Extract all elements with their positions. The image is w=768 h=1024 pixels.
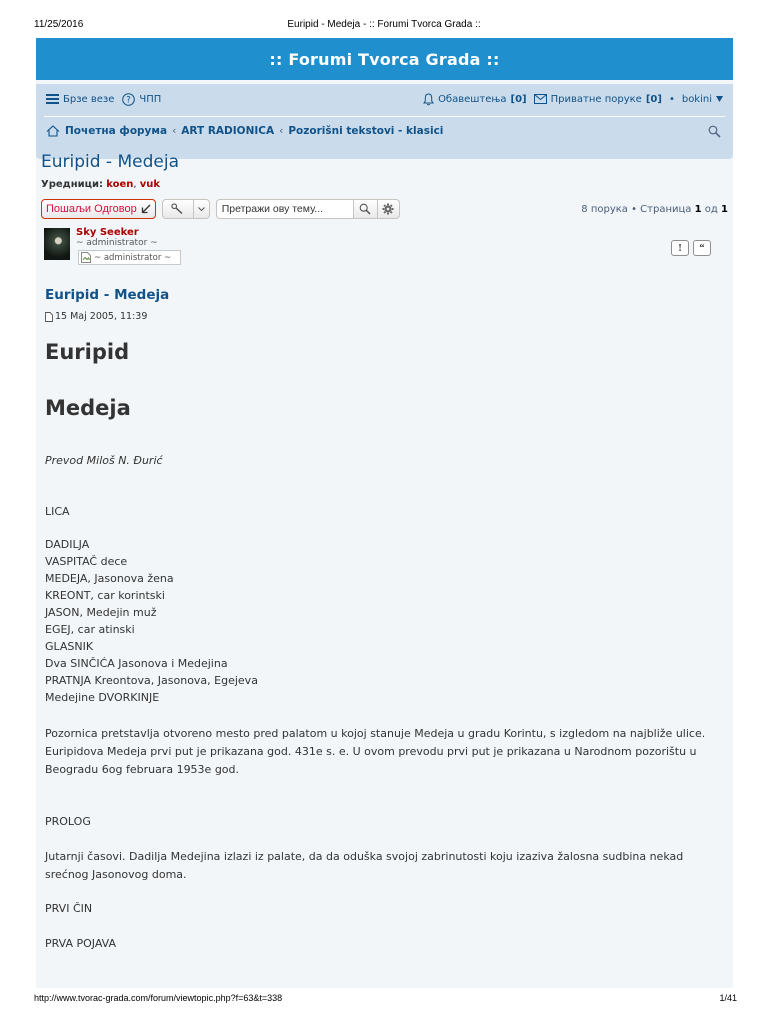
scene-description: Pozornica pretstavlja otvoreno mesto pred palatom u kojoj stanuje Medeja u gradu Korintu, s izgledom na najbliže ulice. Euripidova Medeja prvi put je prikazana god. 431e s. e. U ovom prevodu prvi put je prikazana u Narodnom pozorištu u Beogradu 6og februara 1953e god. bbox=[45, 727, 706, 776]
translator-line: Prevod Miloš N. Đurić bbox=[45, 454, 163, 467]
section-act: PRVI ČIN bbox=[45, 902, 93, 915]
wrench-icon[interactable] bbox=[163, 200, 193, 218]
post-reply-button[interactable] bbox=[41, 199, 156, 219]
pagination bbox=[581, 204, 728, 215]
list-item: VASPITAČ dece bbox=[45, 555, 128, 568]
breadcrumb-art-radionica[interactable]: ART RADIONICA bbox=[181, 125, 275, 137]
topic-search-input[interactable]: Претражи ову тему... bbox=[216, 199, 354, 219]
report-button[interactable]: ! bbox=[671, 240, 689, 256]
breadcrumb-pozorisni-tekstovi[interactable]: Pozorišni tekstovi - klasici bbox=[288, 125, 444, 137]
print-footer bbox=[0, 992, 768, 1012]
nav-row-top bbox=[36, 84, 733, 114]
post-meta bbox=[45, 311, 147, 322]
private-messages-count[interactable]: [0] bbox=[645, 93, 662, 105]
current-page[interactable]: 1 bbox=[694, 203, 702, 215]
author-rank: ~ administrator ~ bbox=[76, 238, 158, 248]
caret-down-icon[interactable] bbox=[716, 96, 723, 102]
rank-image-alt: ~ administrator ~ bbox=[94, 252, 172, 263]
reply-arrow-icon bbox=[141, 204, 151, 214]
list-item: Dva SINČIĆA Jasonova i Medejina bbox=[45, 657, 228, 670]
site-banner[interactable] bbox=[36, 38, 733, 80]
hamburger-menu-icon[interactable] bbox=[46, 94, 59, 104]
print-date: 11/25/2016 bbox=[34, 19, 84, 30]
nav-divider bbox=[44, 116, 725, 117]
avatar[interactable] bbox=[44, 228, 70, 260]
bell-icon[interactable] bbox=[423, 93, 434, 106]
quote-button[interactable]: “ bbox=[693, 240, 711, 256]
breadcrumb-home[interactable]: Почетна форума bbox=[65, 125, 168, 137]
quick-links-link[interactable]: Брзе везе bbox=[63, 93, 115, 105]
rank-image bbox=[78, 250, 181, 265]
list-item: MEDEJA, Jasonova žena bbox=[45, 572, 174, 585]
home-icon[interactable] bbox=[46, 125, 60, 137]
navbar bbox=[36, 84, 733, 159]
post-reply-label: Пошаљи Одговор bbox=[46, 203, 137, 215]
post-content bbox=[45, 324, 725, 952]
breadcrumb-separator-icon: ‹ bbox=[279, 125, 284, 137]
moderators-separator: , bbox=[133, 179, 137, 190]
list-item: EGEJ, car atinski bbox=[45, 623, 135, 636]
list-item: DADILJA bbox=[45, 538, 90, 551]
forum-page bbox=[36, 38, 733, 988]
username-menu[interactable]: bokini bbox=[681, 93, 712, 105]
post-buttons bbox=[671, 240, 711, 256]
moderator-koen[interactable]: koen bbox=[106, 179, 134, 190]
private-messages-link[interactable]: Приватне поруке bbox=[550, 93, 642, 105]
help-question-icon[interactable] bbox=[122, 93, 135, 106]
total-pages: 1 bbox=[721, 203, 728, 215]
advanced-search-button[interactable] bbox=[378, 199, 400, 219]
post-date: 15 Maj 2005, 11:39 bbox=[55, 311, 148, 322]
list-item: PRATNJA Kreontova, Jasonova, Egejeva bbox=[45, 674, 258, 687]
page-of-text: од bbox=[704, 203, 718, 215]
character-list bbox=[45, 536, 725, 706]
topic-search-button[interactable] bbox=[354, 199, 378, 219]
moderators bbox=[41, 179, 160, 190]
envelope-icon[interactable] bbox=[534, 94, 547, 104]
topic-tools-button[interactable] bbox=[162, 199, 210, 219]
post-count-text: 8 порука • Страница bbox=[581, 203, 692, 215]
list-item: Medejine DVORKINJE bbox=[45, 691, 160, 704]
post-heading-title: Medeja bbox=[45, 396, 131, 420]
prolog-text: Jutarnji časovi. Dadilja Medejina izlazi iz palate, da da oduška svojoj zabrinutosti koju izaziva žalosna sudbina nekad srećnog Jasonovog doma. bbox=[45, 850, 684, 881]
search-icon bbox=[359, 203, 371, 215]
section-lica: LICA bbox=[45, 505, 70, 518]
nav-bullet: • bbox=[668, 93, 675, 105]
section-prolog: PROLOG bbox=[45, 815, 91, 828]
list-item: JASON, Medejin muž bbox=[45, 606, 157, 619]
post-author-profile bbox=[44, 228, 244, 268]
moderator-vuk[interactable]: vuk bbox=[139, 179, 161, 190]
broken-image-icon bbox=[81, 252, 91, 263]
print-page-number: 1/41 bbox=[719, 993, 737, 1003]
list-item: GLASNIK bbox=[45, 640, 94, 653]
moderators-label: Уредници: bbox=[41, 179, 104, 190]
author-name[interactable]: Sky Seeker bbox=[76, 227, 139, 238]
post-title[interactable]: Euripid - Medeja bbox=[45, 287, 170, 303]
faq-link[interactable]: ЧПП bbox=[139, 93, 162, 105]
site-name[interactable]: :: Forumi Tvorca Grada :: bbox=[269, 49, 500, 69]
notifications-count[interactable]: [0] bbox=[510, 93, 527, 105]
notifications-link[interactable]: Обавештења bbox=[438, 93, 507, 105]
print-header bbox=[0, 0, 768, 34]
topic-title[interactable]: Euripid - Medeja bbox=[41, 152, 179, 172]
action-bar bbox=[41, 198, 728, 220]
list-item: KREONT, car korintski bbox=[45, 589, 165, 602]
gear-icon bbox=[382, 203, 394, 215]
document-icon[interactable] bbox=[45, 312, 53, 322]
chevron-down-icon[interactable] bbox=[193, 200, 209, 218]
print-url: http://www.tvorac-grada.com/forum/viewtopic.php?f=63&t=338 bbox=[34, 993, 283, 1003]
breadcrumb bbox=[36, 118, 733, 144]
print-title: Euripid - Medeja - :: Forumi Tvorca Grada :: bbox=[287, 19, 481, 30]
search-icon[interactable] bbox=[708, 125, 721, 138]
breadcrumb-separator-icon: ‹ bbox=[172, 125, 177, 137]
section-scene: PRVA POJAVA bbox=[45, 937, 117, 950]
svg-text:?: ? bbox=[126, 95, 132, 106]
post-heading-author: Euripid bbox=[45, 340, 130, 364]
